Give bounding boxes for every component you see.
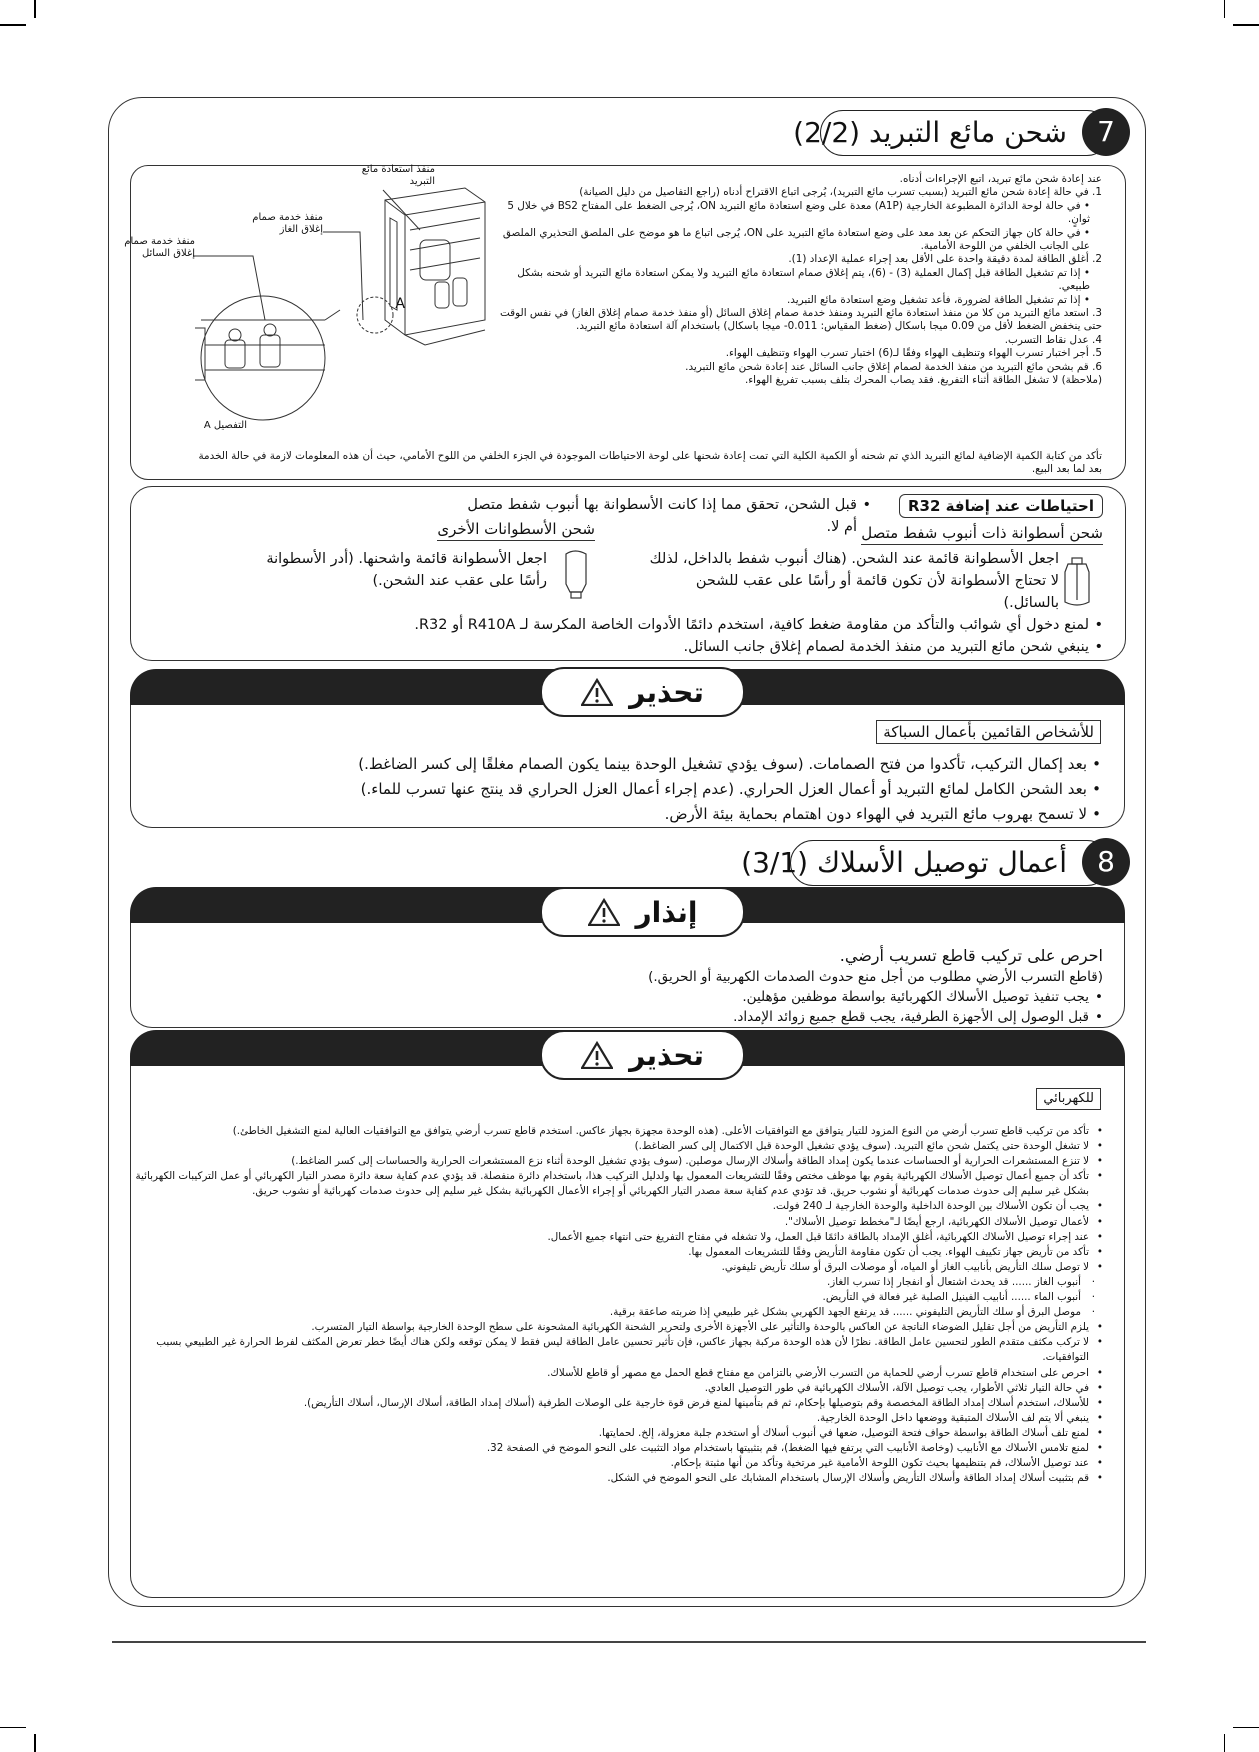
step-1b: • في حالة كان جهاز التحكم عن بعد معد على وضع استعادة مائع التبريد على ON، يُرجى اتباع ما هو موضح على الملصق التحذيري الملصق على الجانب الخلفي من اللوحة الأمامية.: [502, 226, 1090, 253]
warning-line: احرص على تركيب قاطع تسريب أرضي.: [839, 946, 1103, 965]
warning-triangle-icon: [581, 1041, 613, 1069]
footer-rule: [112, 1641, 1146, 1643]
r32-bullet: • لمنع دخول أي شوائب والتأكد من مقاومة ضغط كافية، استخدم دائمًا الأدوات الخاصة المكرسة لـ R410A أو R32.: [303, 614, 1103, 636]
caution8-bullet: • لمنع تلف أسلاك الطاقة بواسطة حواف فتحة التوصيل، ضعها في أنبوب أسلاك أو استخدم جلبة معزولة، إلخ. لحمايتها.: [133, 1426, 1103, 1441]
section7-number: 7: [1082, 108, 1130, 156]
label-liquid-valve-2: إغلاق السائل: [141, 248, 195, 259]
label-liquid-valve: منفذ خدمة صمام: [124, 236, 195, 247]
caution-bullet: • بعد الشحن الكامل لمائع التبريد أو أعمال العزل الحراري. (عدم إجراء أعمال العزل الحراري قد ينتج عنها تسرب للماء.): [201, 777, 1101, 802]
step-2a: • إذا تم تشغيل الطاقة قبل إكمال العملية (3) - (6)، يتم إغلاق صمام استعادة مائع التبريد ولا يمكن استعادة مائع التبريد أو شحنه بشكل طبيعي.: [517, 266, 1090, 293]
label-detail-a: A: [395, 296, 405, 312]
caution8-bullet: • احرص على استخدام قاطع تسرب أرضي للحماية من التسرب الأرضي بالتزامن مع مفتاح قطع الحمل مع مصهر أو قاطع للأسلاك.: [133, 1366, 1103, 1381]
caution8-bullet: • لا تركب مكثف متقدم الطور لتحسين عامل الطاقة. نظرًا لأن هذه الوحدة مركبة بجهاز عاكس، فإن تأثير تحسين عامل الطاقة ليس فقط لا يمكن توقعه ولكن هناك أيضًا خطر تعرض المكثف لفرط الحرارة غير الطبيعي بسبب التوافقيات.: [133, 1335, 1103, 1365]
label-refrigerant-port-2: التبريد: [409, 176, 435, 187]
siphon-text: اجعل الأسطوانة قائمة عند الشحن. (هناك أنبوب شفط بالداخل، لذلك لا تحتاج الأسطوانة لأن تكون قائمة أو رأسًا على عقب للشحن بالسائل.): [649, 551, 1059, 611]
caution8-bullet: • عند توصيل الأسلاك، قم بتنظيمها بحيث تكون اللوحة الأمامية غير مرتخية وتأكد من أنها مثبتة بإحكام.: [133, 1456, 1103, 1471]
step-4: 4. عدل نقاط التسرب.: [1004, 333, 1102, 346]
step-6: 6. قم بشحن مائع التبريد من منفذ الخدمة لصمام إغلاق جانب السائل عند إعادة شحن مائع التبريد.: [685, 360, 1102, 373]
step-3: 3. استعد مائع التبريد من كلا من منفذ استعادة مائع التبريد ومنفذ خدمة صمام إغلاق السائل (أو منفذ خدمة صمام إغلاق الغاز) في نفس الوقت حتى ينخفض الضغط لأقل من 0.09 ميجا باسكال (ضغط المقياس: 0.011- ميجا باسكال) باستخدام آلة استعادة مائع التبريد.: [499, 307, 1102, 333]
other-text: اجعل الأسطوانة قائمة واشحنها. (أدر الأسطوانة رأسًا على عقب عند الشحن.): [266, 551, 547, 589]
caution-label: تحذير: [629, 675, 704, 709]
r32-bullets: [303, 614, 1103, 658]
caution8-subitem: · موصل البرق أو سلك التأريض التليفوني ...... قد يرتفع الجهد الكهربي بشكل غير طبيعي إذا ضربته صاعقة برقية.: [133, 1305, 1095, 1320]
warning-label: إنذار: [635, 895, 698, 929]
label-refrigerant-port: منفذ استعادة مائع: [361, 164, 435, 175]
step-2: 2. أغلق الطاقة لمدة دقيقة واحدة على الأقل بعد إجراء عملية الإعداد (1).: [788, 253, 1102, 266]
r32-check-text: • قبل الشحن، تحقق مما إذا كانت الأسطوانة بها أنبوب شفط متصل أم لا.: [451, 494, 871, 538]
crop-mark: [1224, 1734, 1226, 1752]
section8-header: [741, 838, 1130, 890]
caution8-bullet: • لا تنزع المستشعرات الحرارية أو الحساسات عندما يكون إمداد الطاقة وأسلاك الإرسال موصلين. (سوف يؤدي تشغيل الوحدة أثناء نزع المستشعرات الحرارية والحساسات إلى كسر الضاغط.): [133, 1154, 1103, 1169]
step-2b: • إذا تم تشغيل الطاقة لضرورة، فأعد تشغيل وضع استعادة مائع التبريد.: [786, 293, 1090, 306]
r32-title: احتياطات عند إضافة R32: [899, 494, 1103, 518]
crop-mark: [0, 24, 26, 26]
warning-line: (قاطع التسرب الأرضي مطلوب من أجل منع حدوث الصدمات الكهربية أو الحريق.): [648, 969, 1103, 985]
crop-mark: [0, 1727, 26, 1729]
caution8-bullet: • يلزم التأريض من أجل تقليل الضوضاء الناتجة عن العاكس بالوحدة والتأثير على الأجهزة الأخرى ولتحرير الشحنة الكهربائية المشحونة على سطح الوحدة الخارجية بواسطة التيار المتسرب.: [133, 1320, 1103, 1335]
step-1: 1. في حالة إعادة شحن مائع التبريد (بسبب تسرب مائع التبريد)، يُرجى اتباع الاقتراح أدناه (راجع التفاصيل من دليل الصيانة): [579, 186, 1102, 199]
label-gas-valve: منفذ خدمة صمام: [252, 212, 323, 223]
caution8-bullet: • لأعمال توصيل الأسلاك الكهربائية، ارجع أيضًا لـ"مخطط توصيل الأسلاك".: [133, 1215, 1103, 1230]
cylinder-inverted-icon: [560, 548, 600, 608]
step-record-note: تأكد من كتابة الكمية الإضافية لمائع التبريد الذي تم شحنه أو الكمية الكلية التي تمت إعادة شحنها على لوحة الاحتياطات الموجودة في الجزء الخلفي من اللوح الأمامي، حيث أن هذه المعلومات لازمة في حالة الخدمة بعد لما بعد البيع.: [198, 450, 1102, 476]
section8-title: أعمال توصيل الأسلاك (3/1): [790, 840, 1110, 886]
caution8-bullet: • تأكد من تركيب قاطع تسرب أرضي من النوع المزود للتيار يتوافق مع التوافقيات الأعلى. (هذه الوحدة مجهزة بجهاز عاكس. استخدم قاطع تسرب أرضي يتوافق مع التوافقيات العالية لمنع التشغيل الخاطئ.): [133, 1124, 1103, 1139]
steps-text: [498, 173, 1102, 388]
label-gas-valve-2: إغلاق الغاز: [279, 224, 323, 235]
caution8-bullet: • لا تشغل الوحدة حتى يكتمل شحن مائع التبريد. (سوف يؤدي تشغيل الوحدة قبل الاكتمال إلى كسر الضاغط.): [133, 1139, 1103, 1154]
section8-number: 8: [1082, 838, 1130, 886]
warning-triangle-icon: [588, 898, 620, 926]
label-detail-caption: التفصيل A: [203, 420, 247, 431]
warning-text: [203, 945, 1103, 1027]
caution-bullets: [201, 752, 1101, 827]
siphon-title: شحن أسطوانة ذات أنبوب شفط متصل: [861, 522, 1103, 545]
cylinder-upright-icon: [1062, 550, 1102, 610]
crop-mark: [34, 0, 36, 18]
caution8-subitem: · أنبوب الغاز ...... قد يحدث اشتعال أو انفجار إذا تسرب الغاز.: [133, 1275, 1095, 1290]
r32-bullet: • ينبغي شحن مائع التبريد من منفذ الخدمة لصمام إغلاق جانب السائل.: [303, 636, 1103, 658]
caution8-bullet: • عند إجراء توصيل الأسلاك الكهربائية، أغلق الإمداد بالطاقة دائمًا قبل العمل، ولا تشغله في مفتاح التفريغ حتى انتهاء جميع الأعمال.: [133, 1230, 1103, 1245]
caution-bullet: • بعد إكمال التركيب، تأكدوا من فتح الصمامات. (سوف يؤدي تشغيل الوحدة بينما يكون الصمام مغلقًا إلى كسر الضاغط.): [201, 752, 1101, 777]
caution-bullet: • لا تسمح بهروب مائع التبريد في الهواء دون اهتمام بحماية بيئة الأرض.: [201, 802, 1101, 827]
warning-triangle-icon: [581, 678, 613, 706]
caution8-bullet: • ينبغي ألا يتم لف الأسلاك المتبقية ووضعها داخل الوحدة الخارجية.: [133, 1411, 1103, 1426]
step-1a: • في حالة لوحة الدائرة المطبوعة الخارجية (A1P) معدة على وضع استعادة مائع التبريد ON، يُرجى الضغط على المفتاح BS2 في خلال 5 ثوانٍ.: [507, 199, 1090, 226]
caution8-bullet: • للأسلاك، استخدم أسلاك إمداد الطاقة المخصصة وقم بتوصيلها بإحكام، ثم قم بتأمينها لمنع فرض قوة خارجية على الوصلات الطرفية (أسلاك إمداد الطاقة، أسلاك الإرسال، أسلاك التأريض).: [133, 1396, 1103, 1411]
crop-mark: [1233, 1727, 1259, 1729]
caution8-bullet: • لا توصل سلك التأريض بأنابيب الغاز أو المياه، أو موصلات البرق أو سلك تأريض تليفوني.: [133, 1260, 1103, 1275]
warning-bullet: • قبل الوصول إلى الأجهزة الطرفية، يجب قطع جميع زوائد الإمداد.: [203, 1007, 1103, 1027]
caution8-bullet: • في حالة التيار ثلاثي الأطوار، يجب توصيل الآلة، الأسلاك الكهربائية في طور التوصيل العادي.: [133, 1381, 1103, 1396]
warning-pill: [540, 887, 745, 937]
section7-header: [793, 108, 1130, 160]
caution8-sub: للكهربائي: [1036, 1088, 1101, 1110]
other-title: شحن الأسطوانات الأخرى: [437, 518, 595, 541]
unit-figure: [124, 164, 495, 440]
caution8-bullet: • قم بتثبيت أسلاك إمداد الطاقة وأسلاك التأريض وأسلاك الإرسال باستخدام المشابك على النحو الموضح في الشكل.: [133, 1471, 1103, 1486]
caution8-bullet: • تأكد من تأريض جهاز تكييف الهواء. يجب أن تكون مقاومة التأريض وفقًا للتشريعات المعمول بها.: [133, 1245, 1103, 1260]
caution8-label: تحذير: [629, 1038, 704, 1072]
caution-sub: للأشخاص القائمين بأعمال السباكة: [876, 720, 1101, 744]
crop-mark: [1233, 24, 1259, 26]
caution8-bullet: • يجب أن تكون الأسلاك بين الوحدة الداخلية والوحدة الخارجية لـ 240 فولت.: [133, 1199, 1103, 1214]
caution8-bullets: [133, 1124, 1103, 1486]
step-5: 5. أجر اختبار تسرب الهواء وتنظيف الهواء وفقًا لـ(6) اختبار تسرب الهواء وتنظيف الهواء.: [725, 347, 1102, 360]
crop-mark: [1224, 0, 1226, 18]
warning-bullet: • يجب تنفيذ توصيل الأسلاك الكهربائية بواسطة موظفين مؤهلين.: [203, 987, 1103, 1007]
crop-mark: [34, 1734, 36, 1752]
caution8-bullet: • لمنع تلامس الأسلاك مع الأنابيب (وخاصة الأنابيب التي يرتفع فيها الضغط)، قم بتثبيتها باستخدام مواد التثبيت على النحو الموضح في الصفحة 32.: [133, 1441, 1103, 1456]
caution8-subitem: · أنبوب الماء ...... أنابيب الفينيل الصلبة غير فعالة في التأريض.: [133, 1290, 1095, 1305]
caution-pill: [540, 667, 745, 717]
section7-title: شحن مائع التبريد (2/2): [820, 110, 1110, 156]
outdoor-unit-drawing: [135, 170, 495, 440]
step-note: (ملاحظة) لا تشغل الطاقة أثناء التفريغ. فقد يصاب المحرك بتلف بسبب تفريغ الهواء.: [744, 374, 1102, 387]
caution8-bullet: • تأكد أن جميع أعمال توصيل الأسلاك الكهربائية يقوم بها موظف مختص وفقًا للتشريعات المعمول بها ولدليل التركيب هذا، باستخدام دائرة منفصلة. قد يؤدي عدم كفاية سعة دائرة مصدر التيار الكهربائي أو عمل التركيبات الكهربائية بشكل غير سليم إلى حدوث صدمات كهربائية أو نشوب حريق. قد تؤدي عدم كفاية سعة مصدر التيار الكهربائي أو إجراء الأعمال الكهربائية بشكل غير سليم إلى حدوث صدمات كهربائية أو نشوب حريق.: [133, 1169, 1103, 1199]
steps-intro: عند إعادة شحن مائع تبريد، اتبع الإجراءات أدناه.: [899, 173, 1102, 185]
caution8-pill: [540, 1030, 745, 1080]
